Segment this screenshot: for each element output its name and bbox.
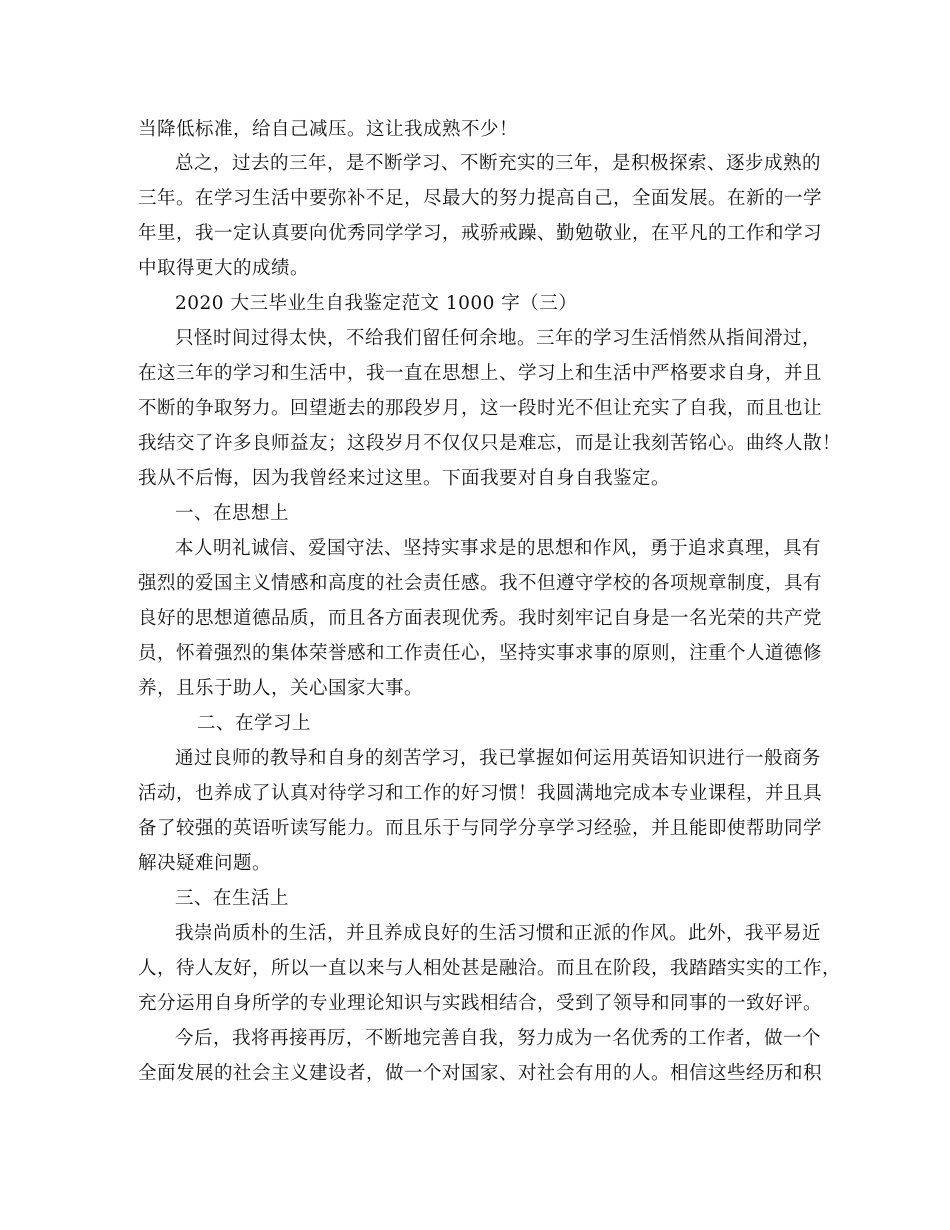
text-line: 活动，也养成了认真对待学习和工作的好习惯！我圆满地完成本专业课程，并且具	[138, 783, 823, 804]
text-line: 今后，我将再接再厉，不断地完善自我，努力成为一名优秀的工作者，做一个	[175, 1028, 822, 1049]
text-line: 在这三年的学习和生活中，我一直在思想上、学习上和生活中严格要求自身，并且	[138, 363, 823, 384]
text-line: 三年。在学习生活中要弥补不足，尽最大的努力提高自己，全面发展。在新的一学	[138, 188, 823, 209]
text-line: 只怪时间过得太快，不给我们留任何余地。三年的学习生活悄然从指间滑过，	[175, 328, 822, 349]
text-line: 强烈的爱国主义情感和高度的社会责任感。我不但遵守学校的各项规章制度，具有	[138, 573, 823, 594]
text-line: 养，且乐于助人，关心国家大事。	[138, 678, 424, 699]
text-line: 良好的思想道德品质，而且各方面表现优秀。我时刻牢记自身是一名光荣的共产党	[138, 608, 823, 629]
text-line: 本人明礼诚信、爱国守法、坚持实事求是的思想和作风，勇于追求真理，具有	[175, 538, 822, 559]
text-line: 我从不后悔，因为我曾经来过这里。下面我要对自身自我鉴定。	[138, 468, 671, 489]
text-line: 全面发展的社会主义建设者，做一个对国家、对社会有用的人。相信这些经历和积	[138, 1063, 823, 1084]
text-line: 充分运用自身所学的专业理论知识与实践相结合，受到了领导和同事的一致好评。	[138, 993, 823, 1014]
text-line: 总之，过去的三年，是不断学习、不断充实的三年，是积极探索、逐步成熟的	[175, 153, 822, 174]
section-heading: 2020 大三毕业生自我鉴定范文 1000 字（三）	[175, 293, 578, 314]
text-line: 当降低标准，给自己减压。这让我成熟不少！	[138, 119, 519, 140]
text-line: 中取得更大的成绩。	[138, 258, 310, 279]
subheading: 三、在生活上	[175, 888, 290, 909]
text-line: 通过良师的教导和自身的刻苦学习，我已掌握如何运用英语知识进行一般商务	[175, 748, 822, 769]
subheading: 二、在学习上	[197, 713, 312, 734]
text-line: 人，待人友好，所以一直以来与人相处甚是融洽。而且在阶段，我踏踏实实的工作，	[138, 958, 842, 979]
text-line: 我崇尚质朴的生活，并且养成良好的生活习惯和正派的作风。此外，我平易近	[175, 923, 822, 944]
subheading: 一、在思想上	[175, 503, 290, 524]
text-line: 我结交了许多良师益友；这段岁月不仅仅只是难忘，而是让我刻苦铭心。曲终人散！	[138, 433, 842, 454]
text-line: 年里，我一定认真要向优秀同学学习，戒骄戒躁、勤勉敬业，在平凡的工作和学习	[138, 223, 823, 244]
text-line: 备了较强的英语听读写能力。而且乐于与同学分享学习经验，并且能即使帮助同学	[138, 818, 823, 839]
text-line: 解决疑难问题。	[138, 853, 272, 874]
text-line: 不断的争取努力。回望逝去的那段岁月，这一段时光不但让充实了自我，而且也让	[138, 398, 823, 419]
text-line: 员，怀着强烈的集体荣誉感和工作责任心，坚持实事求事的原则，注重个人道德修	[138, 643, 823, 664]
